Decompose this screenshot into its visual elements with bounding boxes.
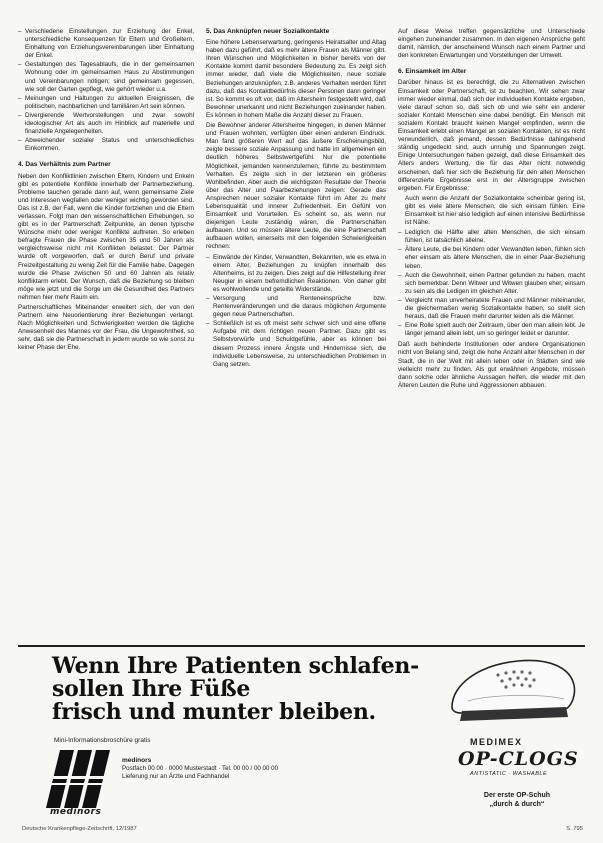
list-item: – Gestaltungen des Tagesablaufs, die in der gemeinsamen Wohnung oder im gemeinsamen Haus zu Abstimmungen und Vereinbarungen nötigen; sind gemeinsam gegessen, wie soll der Garten gepflegt, wie gehört wieder u.a. bbox=[18, 61, 194, 93]
footer-page-number: S. 795 bbox=[566, 826, 583, 832]
paragraph: Die Bewohner anderer Altersheime hingegen, in denen Männer und Frauen wohnten, verfügten über einen anderen Eindruck. Man fand größeren Wert auf das äußere Erscheinungsbild, zeigte bessere soziale Anpassung und hatte im allgemeinen ein deutlich höheres Selbstwertgefühl. Nur die potentielle Möglichkeit, jemanden kennenzulernen, führte zu bestimmtem Verhalten. Es zeigte sich in der letzteren ein größeres Wohlbefinden. Aber auch die wichtigsten Resultate der Theorie über das Alter und Paarbeziehungen zeigen: Gerade das Ansprechen neuer sozialer Kontakte führt im Alter zu mehr Lebensqualität und innerer Zufriedenheit. Ein Gefühl von Einsamkeit und Vorurteilen. Es scheint so, als wenn nur diejenigen Leute zuständig wären, die Partnerschaften aufbauen. Und so müssen ältere Leute, die eine Partnerschaft aufbauen wollen, einerseits mit den folgenden Schwierigkeiten rechnen: bbox=[206, 122, 386, 251]
list-item: – Lediglich die Hälfte aller alten Menschen, die sich einsam fühlen, ist tatsächlich alleine. bbox=[398, 229, 585, 245]
ad-headline bbox=[52, 655, 419, 724]
ad-headline-line: Wenn Ihre Patienten schlafen- bbox=[52, 653, 419, 679]
ad-headline-line: sollen Ihre Füße bbox=[52, 676, 251, 702]
paragraph: Neben den Konfliktlinien zwischen Eltern, Kindern und Enkeln gibt es potentielle Konflikte innerhalb der Partnerbeziehung. Probleme tauchen gerade dann auf, wenn gemeinsame Ziele und Interessen wegfallen oder weniger wichtig geworden sind. Das ist z.B. der Fall, wenn die Kinder fortziehen und die Eltern verlassen. Folgt man den wissenschaftlichen Erhebungen, so gibt es in der Partnerschaft Zeitpunkte, an denen typische Wünsche mehr oder weniger Konflikte auftreten. So erleben befragte Frauen die Phase zwischen 35 und 50 Jahren als vergleichsweise nicht mit Konflikten belastet. Der Partner wurde oft vorgeworfen, daß er durch Beruf und private Freizeitgestaltung zu wenig Zeit für die Familie habe. Dagegen wurde die Phase zwischen 50 und 60 Jahren als relativ konfliktarm erlebt. Der Wunsch, daß die Beziehung so bleiben möge wie jetzt und die Sorge um die Gesundheit des Partners nehmen hier mehr Raum ein. bbox=[18, 172, 194, 301]
list-item: – Auch die Gewohnheit, einen Partner gefunden zu haben, macht sich bemerkbar. Denn Witwer und Witwen glauben eher, einsam zu sein als die Ledigen im gleichen Alter. bbox=[398, 272, 585, 296]
column-2 bbox=[206, 28, 386, 372]
paragraph: Auch wenn die Anzahl der Sozialkontakte scheinbar gering ist, gibt es viele ältere Menschen, die sich einsam fühlen. Eine Einsamkeit ist hier also lediglich auf einen intensive Bedürfnisse ist Nähe. bbox=[405, 194, 585, 227]
paragraph: Partnerschaftliches Miteinander erweitert sich, der von den Partnern eine Neuorientierung ihrer Beziehungen verlangt. Nach Möglichkeiten und Schwierigkeiten werden die tägliche Anwesenheit des Mannes vor der Frau, die Ungewohntheit, so sehr, daß sie die Partnerschaft in jedem wurde so wie sonst zu keiner Phase der Ehe. bbox=[18, 304, 194, 352]
column-3 bbox=[398, 28, 585, 392]
paragraph: Eine höhere Lebenserwartung, geringeres Heiratsalter und Altag haben dazu geführt, daß es mehr ältere Frauen als Männer gibt. Ihren Wünschen und Möglichkeiten in bisher bereits von der Kontakte kommt damit besondere Bedeutung zu. Es zeigt sich immer wieder, daß viele die Möglichkeiten, neue soziale Beziehungen anzuknüpfen, z.B. anderes Verhalten werden führt dazu, daß das Kontaktbedürfnis dieser Personen dann geringer ist. So kommt es oft vor, daß im Altersheim festgestellt wird, daß Bewohner unerkannt und nicht Beziehungen zueinander haben. Es können in hohem Maße die Anzahl dieser zu Frauen. bbox=[206, 39, 386, 119]
conflict-list bbox=[18, 28, 194, 153]
section-heading: 6. Einsamkeit im Alter bbox=[398, 68, 467, 76]
difficulty-list bbox=[206, 254, 386, 369]
company-address bbox=[122, 757, 278, 781]
footer-journal: Deutsche Krankenpflege-Zeitschrift, 12/1987 bbox=[22, 826, 137, 832]
list-item: – Eine Rolle spielt auch der Zeitraum, über den man allein lebt. Je länger jemand allein lebt, um so geringer leidet er darunter. bbox=[398, 322, 585, 338]
section-heading: 5. Das Anknüpfen neuer Sozialkontakte bbox=[206, 28, 330, 35]
paragraph: Auf diese Weise treffen gegensätzliche und Unterschiede eingehen zuneinander zusammen. In den eigenen Ansprüche geht damit, nämlich, der anscheinend Wunsch nach einem Partner und den konkreten Erwartungen und Vorstellungen der Umwelt. bbox=[398, 28, 585, 60]
list-item: – Vergleicht man unverheiratete Frauen und Männer miteinander, die gleichermaßen wenig Sozialkontakte haben, so stellt sich heraus, daß die Frauen mehr darunter leiden als die Männer. bbox=[398, 297, 585, 321]
ad-headline-line: frisch und munter bleiben. bbox=[52, 699, 376, 725]
product-name: OP-CLOGS bbox=[458, 748, 579, 770]
clog-shoe-icon bbox=[448, 655, 578, 725]
column-1 bbox=[18, 28, 194, 355]
paragraph: Daß auch behinderte Institutionen oder andere Organisationen nicht von Belang sind, zeigt die hohe Anzahl alter Menschen in der Stadt, die in der Welt mit allein leben oder in Städten sind wie vielleicht mehr zu finden. Als gut erwähnen Angebote, müssen dann solche oder ähnliche Aussagen helfen, die wieder mit den Älteren Leuten die Ruhe und Aggressionen abbauen. bbox=[398, 341, 585, 389]
loneliness-list bbox=[398, 229, 585, 338]
company-name: medinors bbox=[122, 757, 152, 764]
product-claim-line: Der erste OP-Schuh bbox=[483, 792, 551, 799]
section-heading: 4. Das Verhältnis zum Partner bbox=[18, 161, 111, 169]
list-item: – Meinungen und Haltungen zu aktuellen Ereignissen, die politischen, nachbarlichen und familiären Art sein können. bbox=[18, 95, 194, 111]
medinors-logo-icon bbox=[46, 750, 110, 808]
list-item: – Divergierende Wertvorstellungen und zwar sowohl ideologischer Art als auch im Hinblick auf materielle und finanzielle Angelegenheiten. bbox=[18, 112, 194, 136]
list-item: – Schließlich ist es oft meist sehr schwer sich und eine offene Aufgabe mit dem richtigen neuen Partner. Dazu gibt es Selbstvorwürfe und Schuldgefühle, aber es können bei diesem Prozess innere Ängste und Hindernisse sich, die individuelle Lebensweise, zu unterschiedlichen Problemen in Gang setzen. bbox=[206, 320, 386, 369]
product-claim-line: „durch & durch“ bbox=[489, 801, 545, 808]
company-line: Lieferung nur an Ärzte und Fachhandel bbox=[122, 773, 230, 780]
product-claim bbox=[462, 791, 572, 809]
list-item: – Einwände der Kinder, Verwandten, Bekannten, wie es etwa in einem Alter, Beziehungen zu knüpfen innerhalb des Altenheims, ist zu zeigen. Dies zeigt auf die Hilfestellung ihrer Neugier in einem befremdlichen Reaktionen. Von daher gibt es wohlwollende und geteilte Widerstände. bbox=[206, 254, 386, 294]
paragraph: Darüber hinaus ist es berechtigt, die zu Alternativen zwischen Einsamkeit oder Partnerschaft, ist zu beachten. Wir sehen zwar immer wieder einmal, daß sich der individuellen Kontakte ergeben, viele darauf schon so, daß sich ob und wie sehr ein anderer sozialer Kontakt Menschen eine dabei benötigt. Ein Mensch mit sozialem Kontakt braucht keinen Mangel empfinden, wenn die Einsamkeit erlebt einen Mangel an sozialen Kontakten, ist es nicht verwunderlich, daß jemand, dessen Bedürfnisse dahingehend ständig ungedeckt sind, auch unruhig und Spannungen zeigt. Einige Untersuchungen haben gezeigt, daß diese Einsamkeit des Alters anders Wertung, die für das Alter nicht notwendig erscheinen, daß hier sich die Beziehung für den alten Menschen differenzierte Ergebnisse erst in der Altersgruppe zwischen ergeben. Für Ergebnisse: bbox=[398, 79, 585, 192]
list-item: – Versorgung und Renteneinsprüche bzw. Rentenveränderungen und die daraus möglichen Argumente gegen neue Partnerschaften. bbox=[206, 295, 386, 319]
brand-name: MEDIMEX bbox=[470, 737, 523, 747]
company-line: Postfach 00 00 · 0000 Musterstadt · Tel. 00 00 / 00 00 00 bbox=[122, 765, 279, 772]
list-item: – Abweichender sozialer Status und unterschiedliches Einkommen. bbox=[18, 137, 194, 153]
advertisement bbox=[18, 645, 585, 822]
logo-wordmark: medinors bbox=[50, 807, 102, 817]
list-item: – Ältere Leute, die bei Kindern oder Verwandten leben, fühlen sich eher einsam als ältere Menschen, die in einer Paar-Beziehung leben. bbox=[398, 246, 585, 270]
list-item: – Verschiedene Einstellungen zur Erziehung der Enkel, unterschiedliche Konsequenzen für Eltern und Großeltern, Einhaltung von Erziehungsvereinbarungen über Einhaltung der Enkel. bbox=[18, 28, 194, 60]
product-tagline: ANTISTATIC · WASHABLE bbox=[470, 771, 548, 777]
ad-subline: Mini-Informationsbroschüre gratis bbox=[54, 737, 151, 744]
